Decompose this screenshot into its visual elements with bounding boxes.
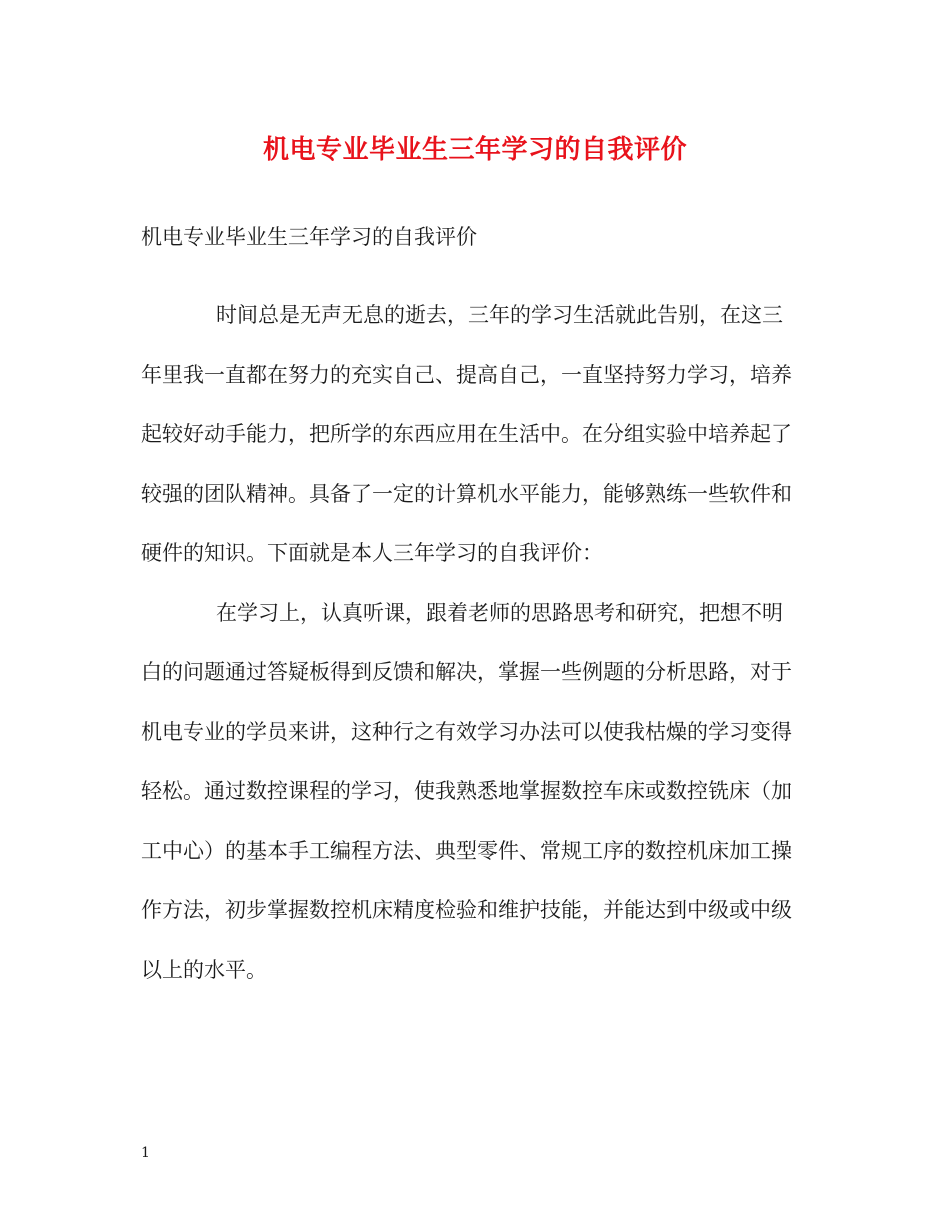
paragraph-line: 轻松。通过数控课程的学习，使我熟悉地掌握数控车床或数控铣床（加 [141,779,792,803]
paragraph-line: 较强的团队精神。具备了一定的计算机水平能力，能够熟练一些软件和 [141,481,792,506]
paragraph-line: 年里我一直都在努力的充实自己、提高自己，一直坚持努力学习，培养 [141,362,792,387]
document-subheading: 机电专业毕业生三年学习的自我评价 [141,225,477,249]
paragraph-line: 硬件的知识。下面就是本人三年学习的自我评价： [141,541,603,565]
paragraph-line: 在学习上，认真听课，跟着老师的思路思考和研究，把想不明 [216,600,783,625]
page-number: 1 [141,1145,150,1161]
paragraph-line: 工中心）的基本手工编程方法、典型零件、常规工序的数控机床加工操 [141,838,792,863]
paragraph-line: 机电专业的学员来讲，这种行之有效学习办法可以使我枯燥的学习变得 [141,719,792,744]
paragraph-line: 白的问题通过答疑板得到反馈和解决，掌握一些例题的分析思路，对于 [141,660,792,684]
paragraph-line: 时间总是无声无息的逝去，三年的学习生活就此告别，在这三 [216,303,783,327]
document-title: 机电专业毕业生三年学习的自我评价 [262,135,687,165]
document-body [141,217,816,1009]
paragraph-line: 起较好动手能力，把所学的东西应用在生活中。在分组实验中培养起了 [141,422,792,446]
paragraph-line: 作方法，初步掌握数控机床精度检验和维护技能，并能达到中级或中级 [141,898,792,922]
paragraph-line: 以上的水平。 [141,957,267,982]
